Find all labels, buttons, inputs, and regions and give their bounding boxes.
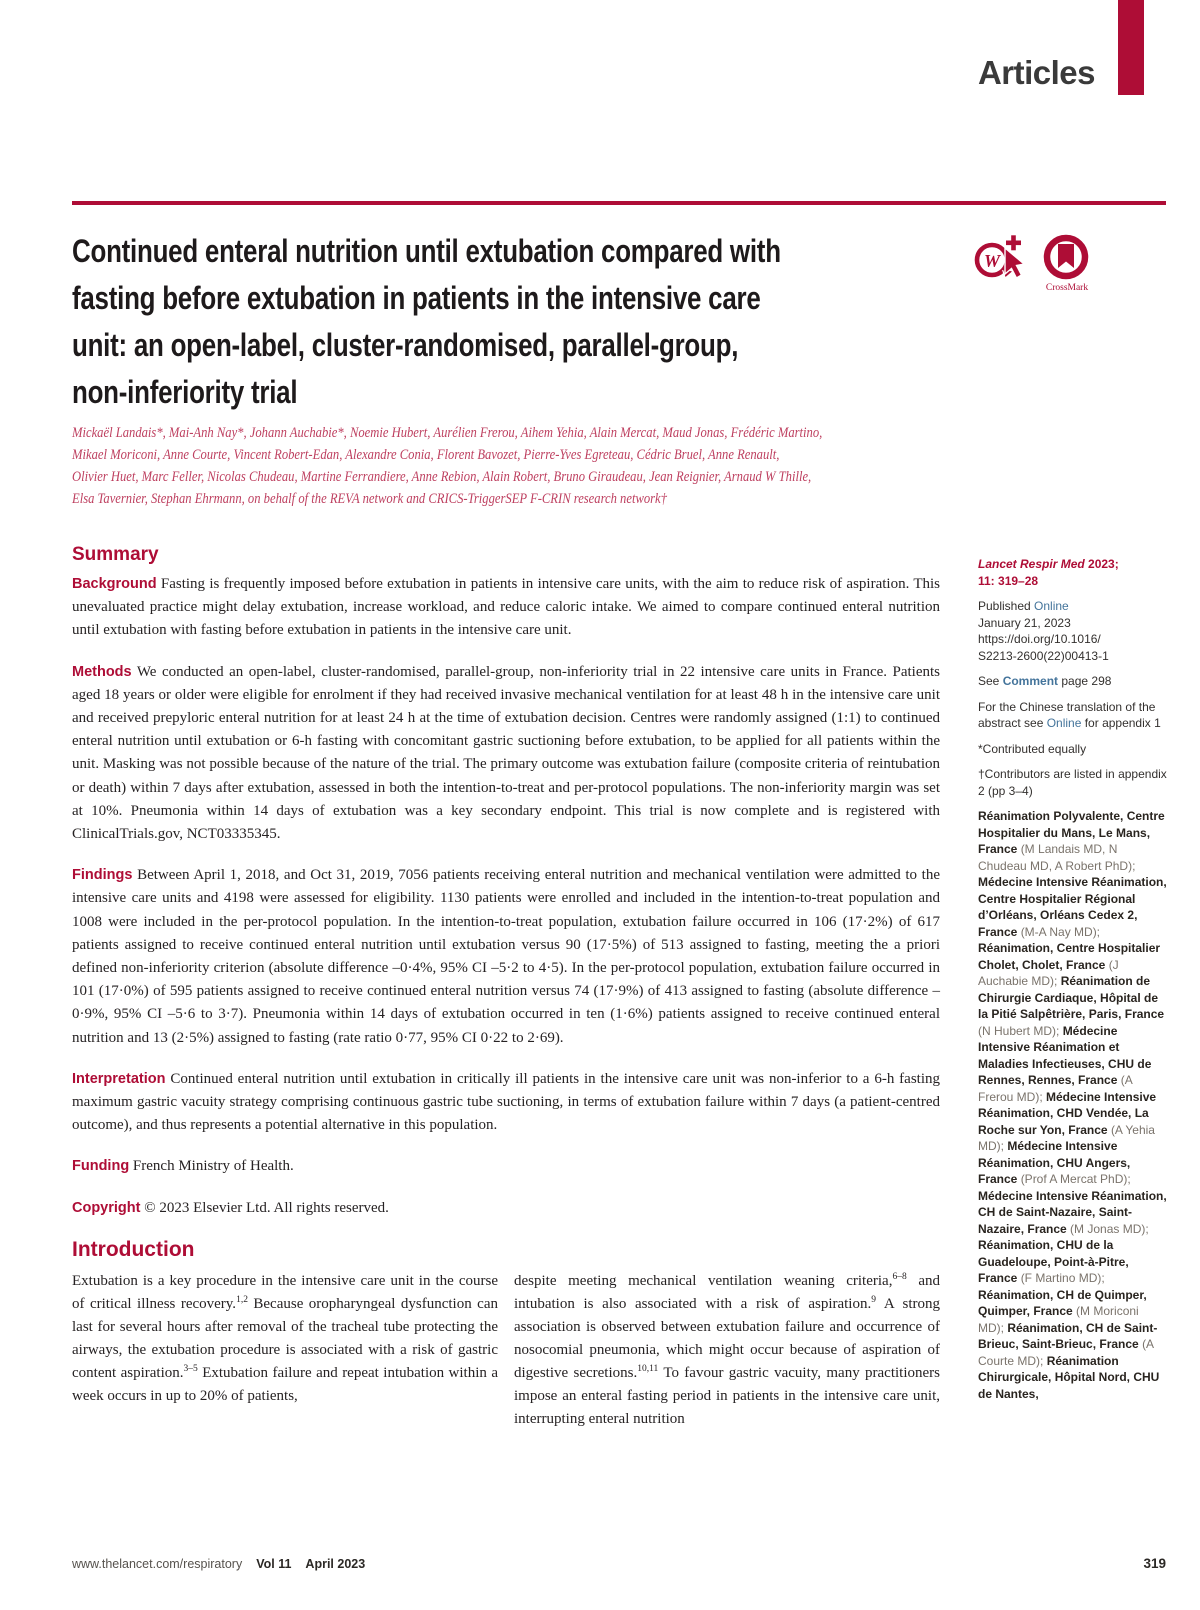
summary-label: Findings: [72, 867, 133, 884]
text-segment: and intubation is also associated with a risk of aspiration.: [514, 1272, 940, 1312]
text-segment: *Contributed equally: [978, 741, 1087, 756]
inline-link[interactable]: Comment: [1002, 674, 1059, 688]
reference-marker: 1,2: [236, 1294, 248, 1305]
text-segment: (J Auchabie MD);: [978, 957, 1119, 988]
title-rule: [72, 201, 1166, 205]
text-segment: Réanimation Polyvalente, Centre Hospitalier du Mans, Le Mans, France: [978, 809, 1165, 856]
title-icons: [972, 234, 1093, 299]
chinese-translation-note: [978, 699, 1168, 732]
text-segment: (A Frerou MD);: [978, 1073, 1133, 1104]
contributors-note: [978, 766, 1168, 799]
summary-label: Methods: [72, 663, 132, 680]
article-title: [72, 228, 972, 416]
reference-marker: 10,11: [637, 1363, 659, 1374]
page-footer: [72, 1556, 1166, 1571]
text-segment: 2023;: [1088, 557, 1119, 571]
title-line: non-inferiority trial: [72, 374, 298, 410]
text-segment: Médecine Intensive Réanimation, Centre Hospitalier Régional d’Orléans, Orléans Cedex 2, France: [978, 875, 1167, 939]
reference-marker: 6–8: [892, 1271, 907, 1282]
articles-header-label: Articles: [977, 54, 1095, 91]
text-segment: Réanimation, Centre Hospitalier Cholet, Cholet, France: [978, 941, 1161, 972]
intro-column-2: [514, 1270, 940, 1431]
reference-marker: 3–5: [183, 1363, 198, 1374]
introduction-heading: Introduction: [72, 1237, 195, 1261]
affiliations: [978, 808, 1168, 1402]
text-segment: Extubation failure and repeat intubation within a week occurs in up to 20% of patients,: [72, 1364, 499, 1404]
text-segment: A strong association is observed between extubation failure and occurrence of nosocomial pneumonia, which might occur because of aspiration of digestive secretions.: [514, 1295, 941, 1381]
text-segment: For the Chinese translation of the abstract see: [978, 699, 1156, 730]
summary-text: Fasting is frequently imposed before extubation in patients in intensive care units, with the aim to reduce risk of aspiration. This unevaluated practice might delay extubation, increase workload, and reduce caloric intake. We aimed to compare continued enteral nutrition until extubation with fasting before extubation in patients in the intensive care unit.: [72, 576, 940, 639]
intro-column-1: [72, 1270, 498, 1431]
text-segment: Médecine Intensive Réanimation, CH de Saint-Nazaire, Saint-Nazaire, France: [978, 1188, 1167, 1236]
title-line: Continued enteral nutrition until extubation compared with: [72, 233, 781, 269]
text-segment: despite meeting mechanical ventilation weaning criteria,: [514, 1272, 893, 1289]
summary-label: Funding: [72, 1158, 130, 1175]
inline-link[interactable]: Online: [1034, 599, 1069, 613]
title-line: fasting before extubation in patients in the intensive care: [72, 280, 761, 316]
summary-heading: Summary: [72, 544, 159, 565]
summary-copyright: [72, 1197, 940, 1220]
crossmark-label: CrossMark: [1045, 283, 1089, 293]
text-segment: (N Hubert MD);: [978, 1023, 1063, 1038]
author-line: Elsa Tavernier, Stephan Ehrmann, on behalf of the REVA network and CRICS-TriggerSEP F-CRIN research network†: [72, 491, 667, 507]
text-segment: Réanimation, CH de Saint-Brieuc, Saint-Brieuc, France: [978, 1320, 1158, 1351]
introduction-columns: [72, 1270, 940, 1431]
text-segment: Médecine Intensive Réanimation, CHD Vendée, La Roche sur Yon, France: [978, 1089, 1157, 1137]
text-segment: January 21, 2023: [978, 615, 1071, 630]
summary-background: [72, 573, 940, 643]
main-column: [72, 544, 940, 1431]
summary-interpretation: [72, 1068, 940, 1138]
text-segment: page 298: [1058, 674, 1112, 688]
text-segment: Réanimation de Chirurgie Cardiaque, Hôpital de la Pitié Salpêtrière, Paris, France: [978, 974, 1165, 1021]
summary-label: Interpretation: [72, 1070, 166, 1087]
text-segment: To favour gastric vacuity, many practitioners impose an enteral fasting period in patients in the intensive care unit, interrupting enteral nutrition: [514, 1364, 940, 1427]
text-segment: Lancet Respir Med: [978, 557, 1089, 571]
text-segment: †Contributors are listed in appendix 2 (pp 3–4): [978, 767, 1167, 798]
text-segment: Réanimation Chirurgicale, Hôpital Nord, CHU de Nantes,: [978, 1353, 1160, 1401]
published-online-note: [978, 598, 1168, 664]
text-segment: Médecine Intensive Réanimation, CHU Angers, France: [978, 1139, 1131, 1186]
text-segment: (Prof A Mercat PhD);: [1020, 1172, 1131, 1186]
text-segment: Réanimation, CHU de la Guadeloupe, Point-à-Pitre, France: [978, 1238, 1129, 1285]
text-segment: (M Jonas MD);: [1070, 1221, 1149, 1236]
author-line: Mickaël Landais*, Mai-Anh Nay*, Johann Auchabie*, Noemie Hubert, Aurélien Frerou, Aihem Yehia, Alain Mercat, Maud Jonas, Frédéric Martino,: [72, 425, 823, 441]
intro-paragraph: [72, 1270, 498, 1408]
reference-marker: 9: [871, 1294, 876, 1305]
issue-date: April 2023: [305, 1557, 366, 1571]
summary-label: Copyright: [72, 1199, 141, 1216]
journal-url[interactable]: www.thelancet.com/respiratory: [72, 1557, 243, 1571]
text-segment: Médecine Intensive Réanimation et Maladies Infectieuses, CHU de Rennes, Rennes, France: [978, 1023, 1152, 1087]
text-segment: (A Courte MD);: [978, 1337, 1154, 1368]
svg-text:W: W: [983, 251, 1001, 271]
text-segment: 11: 319–28: [978, 573, 1039, 588]
inline-link[interactable]: Online: [1046, 716, 1082, 730]
text-segment: (A Yehia MD);: [978, 1122, 1155, 1153]
summary-text: © 2023 Elsevier Ltd. All rights reserved.: [144, 1199, 389, 1216]
summary-text: Continued enteral nutrition until extubation in critically ill patients in the intensive care unit was non-inferior to a 6-h fasting maximum gastric vacuity strategy comprising continuous gastric tube suctioning, in terms of extubation failure within 7 days (a patient-centred outcome), and thus represents a potential alternative in this population.: [72, 1070, 941, 1134]
text-segment: (M Moriconi MD);: [978, 1304, 1139, 1335]
text-segment: (M-A Nay MD);: [1020, 924, 1101, 939]
text-segment: Réanimation, CH de Quimper, Quimper, France: [978, 1287, 1147, 1318]
text-segment: for appendix 1: [1081, 716, 1161, 730]
text-segment: (M Landais MD, N Chudeau MD, A Robert PhD);: [978, 842, 1136, 873]
text-segment: See: [978, 674, 1003, 688]
text-segment: Published: [978, 599, 1035, 613]
summary-findings: [72, 864, 940, 1050]
title-line: unit: an open-label, cluster-randomised, parallel-group,: [72, 327, 739, 363]
contributed-equally-note: [978, 741, 1168, 758]
summary-text: We conducted an open-label, cluster-randomised, parallel-group, non-inferiority trial in 22 intensive care units in France. Patients aged 18 years or older were eligible for enrolment if they had received invasive mechanical ventilation for at least 48 h in the intensive care unit and received prepyloric enteral nutrition for at least 24 h at the time of extubation decision. Centres were randomly assigned (1:1) to continued enteral nutrition until extubation or 6-h fasting with concomitant gastric suctioning before extubation, to be applied for all patients within the unit. Masking was not possible because of the nature of the trial. The primary outcome was extubation failure (composite criteria of reintubation or death) within 7 days after extubation, assessed in both the intention-to-treat and per-protocol populations. The non-inferiority margin was set at 10%. Pneumonia within 14 days of extubation was a key secondary endpoint. This trial is now complete and is registered with ClinicalTrials.gov, NCT03335345.: [72, 663, 940, 843]
text-segment: S2213-2600(22)00413-1: [978, 648, 1109, 663]
text-segment: https://doi.org/10.1016/: [978, 632, 1101, 646]
text-segment: Extubation is a key procedure in the intensive care unit in the course of critical illness recovery.: [72, 1272, 498, 1312]
citation: [978, 556, 1168, 589]
summary-label: Background: [72, 576, 157, 592]
text-segment: Because oropharyngeal dysfunction can last for several hours after removal of the tracheal tube protecting the airways, the extubation procedure is associated with a risk of gastric content aspiration.: [72, 1295, 498, 1381]
author-line: Mikael Moriconi, Anne Courte, Vincent Robert-Edan, Alexandre Conia, Florent Bavozet, Pierre-Yves Egreteau, Cédric Bruel, Anne Renault,: [72, 447, 780, 463]
intro-paragraph: [514, 1270, 940, 1431]
header-red-bar: [1118, 0, 1144, 95]
author-line: Olivier Huet, Marc Feller, Nicolas Chudeau, Martine Ferrandiere, Anne Rebion, Alain Robert, Bruno Giraudeau, Jean Reignier, Arnaud W Thille,: [72, 469, 812, 485]
author-list: [72, 422, 972, 510]
volume-label: Vol 11: [256, 1557, 292, 1571]
summary-text: Between April 1, 2018, and Oct 31, 2019, 7056 patients receiving enteral nutrition and mechanical ventilation were admitted to the intensive care units and 4198 were assessed for eligibility. 1130 patients were enrolled and included in the intention-to-treat population and 1008 were included in the per-protocol population. In the intention-to-treat population, extubation failure occurred in 106 (17·2%) of 617 patients assigned to receive continued enteral nutrition until extubation versus 90 (17·5%) of 513 assigned to fasting, meeting the a priori defined non-inferiority criterion (absolute difference –0·4%, 95% CI –5·2 to 4·5). In the per-protocol population, extubation failure occurred in 101 (17·0%) of 595 patients assigned to receive continued enteral nutrition versus 74 (17·9%) of 413 assigned to fasting (absolute difference –0·9%, 95% CI –5·6 to 3·7). Pneumonia within 14 days of extubation occurred in ten (1·6%) patients assigned to receive continued enteral nutrition and 13 (2·5%) assigned to fasting (rate ratio 0·77, 95% CI 0·22 to 2·69).: [72, 867, 940, 1046]
summary-methods: [72, 661, 940, 847]
text-segment: (F Martino MD);: [1020, 1271, 1105, 1285]
summary-funding: [72, 1155, 940, 1178]
page-number: 319: [1143, 1556, 1166, 1571]
crossmark-icon[interactable]: [1041, 234, 1093, 299]
footer-left: [72, 1557, 365, 1571]
web-extra-icon[interactable]: [972, 234, 1034, 289]
see-comment-note: [978, 673, 1168, 690]
summary-text: French Ministry of Health.: [132, 1158, 294, 1175]
sidebar: [978, 556, 1168, 1411]
